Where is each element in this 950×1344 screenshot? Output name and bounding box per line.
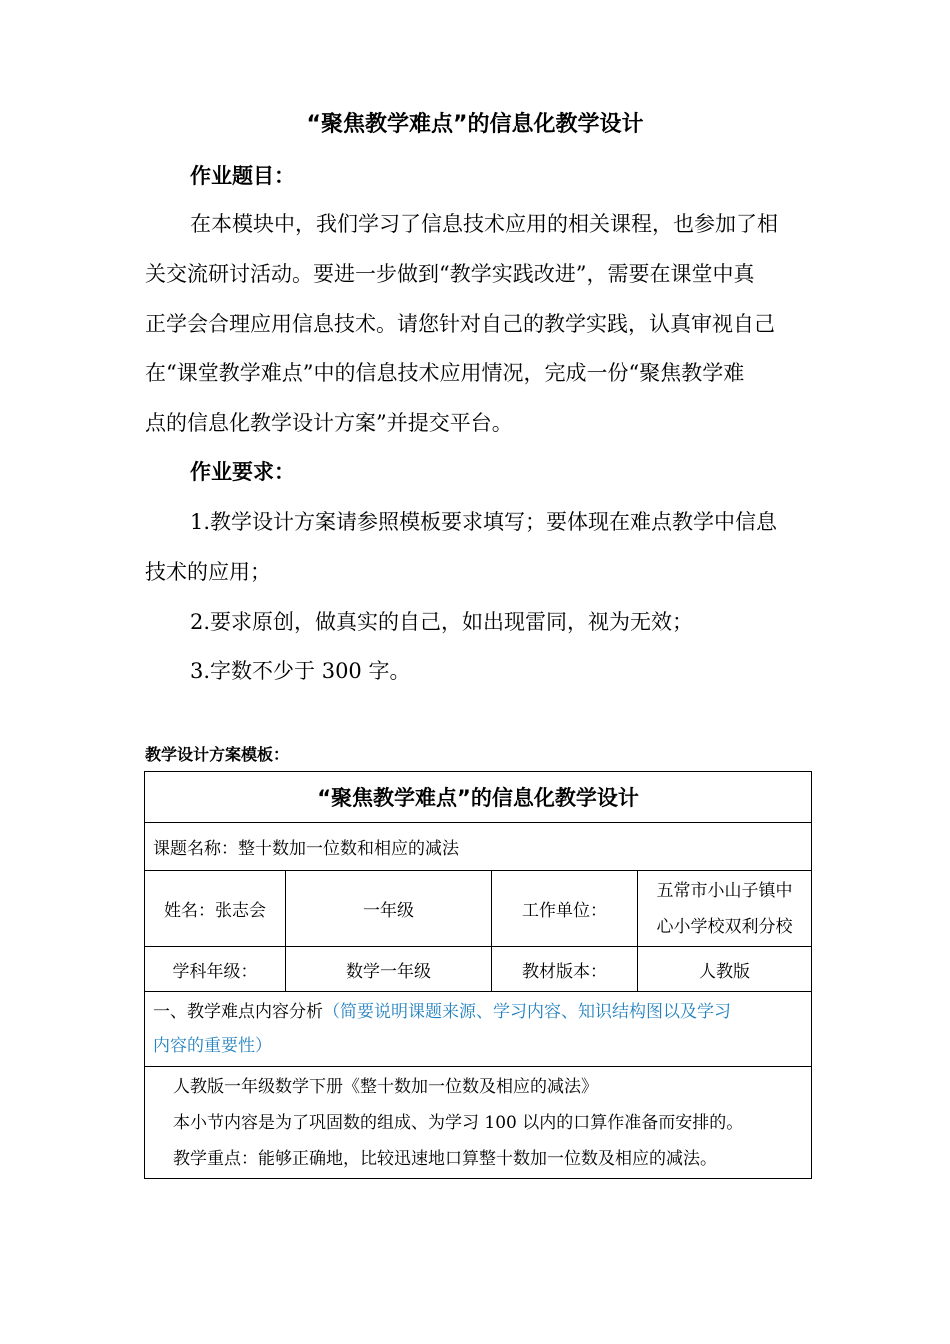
name-cell: 姓名：张志会 <box>145 871 286 947</box>
assignment-line: 点的信息化教学设计方案”并提交平台。 <box>145 411 513 435</box>
section1-cell <box>145 992 812 1067</box>
subject-label-cell: 学科年级： <box>145 947 286 992</box>
unit-line: 五常市小山子镇中 <box>656 880 793 901</box>
requirement-line: 1.教学设计方案请参照模板要求填写；要体现在难点教学中信息 <box>190 510 778 534</box>
requirement-line: 3.字数不少于 300 字。 <box>190 659 411 683</box>
assignment-line: 在“课堂教学难点”中的信息技术应用情况，完成一份“聚焦教学难 <box>145 361 745 385</box>
assignment-heading: 作业题目： <box>190 164 295 188</box>
table-title: “聚焦教学难点”的信息化教学设计 <box>145 772 812 823</box>
section1-note: 内容的重要性） <box>153 1036 272 1056</box>
body-line: 本小节内容是为了巩固数的组成、为学习 100 以内的口算作准备而安排的。 <box>173 1112 744 1133</box>
assignment-line: 关交流研讨活动。要进一步做到“教学实践改进”，需要在课堂中真 <box>145 262 755 286</box>
grade-cell: 一年级 <box>286 871 492 947</box>
section1-label: 一、教学难点内容分析 <box>153 1002 323 1022</box>
subject-cell: 数学一年级 <box>286 947 492 992</box>
edition-label-cell: 教材版本： <box>492 947 638 992</box>
section1-note: （简要说明课题来源、学习内容、知识结构图以及学习 <box>323 1002 731 1022</box>
assignment-line: 在本模块中，我们学习了信息技术应用的相关课程，也参加了相 <box>190 212 778 236</box>
body-line: 人教版一年级数学下册《整十数加一位数及相应的减法》 <box>173 1076 598 1097</box>
unit-line: 心小学校双利分校 <box>656 916 793 937</box>
template-label: 教学设计方案模板： <box>145 745 290 764</box>
design-template-table <box>144 771 812 1179</box>
document-title: “聚焦教学难点”的信息化教学设计 <box>306 112 644 137</box>
unit-cell <box>638 871 812 947</box>
edition-cell: 人教版 <box>638 947 812 992</box>
body-line: 教学重点：能够正确地，比较迅速地口算整十数加一位数及相应的减法。 <box>173 1148 717 1169</box>
requirement-line: 技术的应用； <box>145 560 271 584</box>
section1-body-cell <box>145 1067 812 1179</box>
topic-cell: 课题名称：整十数加一位数和相应的减法 <box>145 823 812 871</box>
assignment-line: 正学会合理应用信息技术。请您针对自己的教学实践，认真审视自己 <box>145 312 775 336</box>
requirement-line: 2.要求原创，做真实的自己，如出现雷同，视为无效； <box>190 610 694 634</box>
requirements-heading: 作业要求： <box>190 460 295 484</box>
unit-label-cell: 工作单位： <box>492 871 638 947</box>
